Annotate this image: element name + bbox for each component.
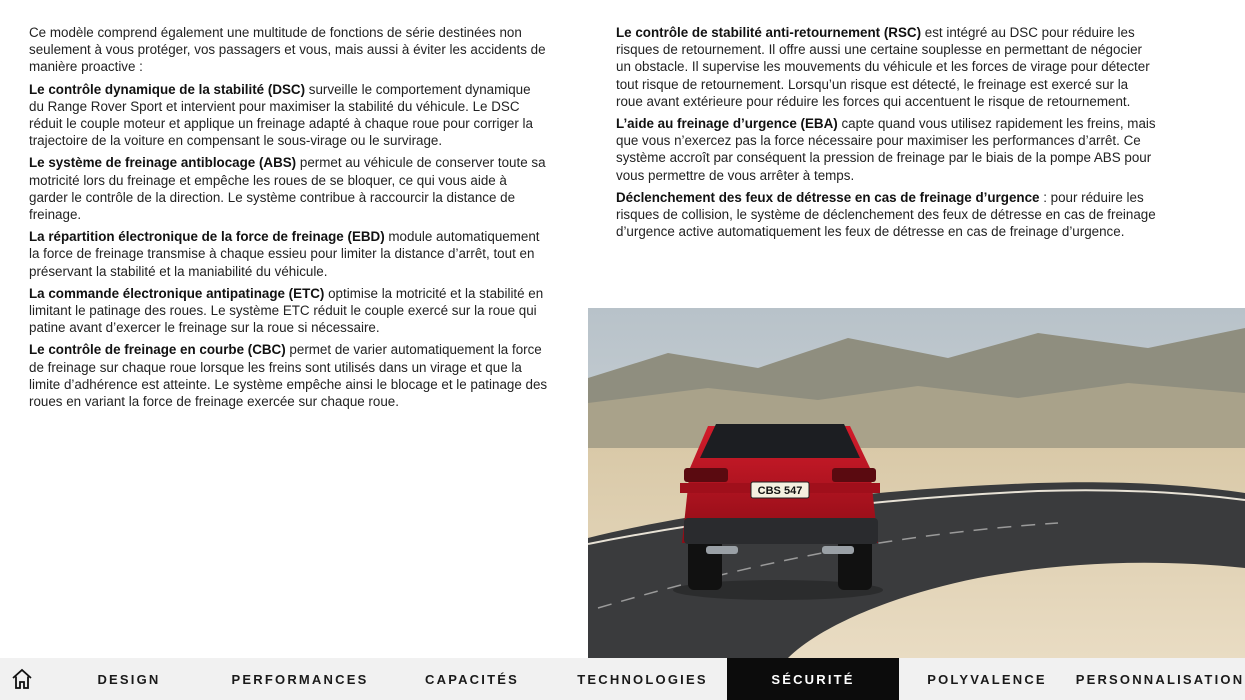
feature-title: La commande électronique antipatinage (ETC): [29, 285, 325, 301]
tab-technologies[interactable]: TECHNOLOGIES: [577, 671, 708, 687]
feature-title: Le contrôle de stabilité anti-retournement (RSC): [616, 25, 922, 40]
feature-text: : pour réduire les risques de collision, le système de déclenchement des feux de détresse en cas de freinage d’urgence active automatiquement les feux de détresse en cas de freinage d’urgence.: [616, 189, 1156, 240]
feature-title: L’aide au freinage d’urgence (EBA): [616, 116, 838, 132]
car-photo: [588, 308, 1245, 658]
intro-paragraph: Ce modèle comprend également une multitude de fonctions de série destinées non seulement à vous protéger, vos passagers et vous, mais aussi à éviter les accidents de manière proactive :: [29, 25, 546, 75]
feature-dsc: [29, 81, 549, 150]
tab-polyvalence[interactable]: POLYVALENCE: [927, 671, 1047, 687]
right-column: [616, 24, 1156, 245]
home-button[interactable]: [0, 658, 44, 700]
feature-ebd: [29, 228, 549, 280]
feature-title: La répartition électronique de la force de freinage (EBD): [29, 229, 385, 245]
feature-text: est intégré au DSC pour réduire les risques de retournement. Il offre aussi une certaine souplesse en permettant de négocier un obstacle. Il supervise les mouvements du véhicule et les forces de virage pour détecter tout risque de retournement. Lorsqu’un risque est détecté, le freinage est exercé sur la roue avant extérieure pour réduire les forces qui accentuent le risque de retournement.: [616, 25, 1150, 109]
feature-rsc: [616, 24, 1156, 110]
tab-performances[interactable]: PERFORMANCES: [231, 671, 369, 687]
feature-title: Le contrôle dynamique de la stabilité (DSC): [29, 81, 306, 97]
feature-title: Le contrôle de freinage en courbe (CBC): [29, 342, 286, 358]
feature-text: surveille le comportement dynamique du Range Rover Sport et intervient pour maximiser la stabilité du véhicule. Le DSC réduit le couple moteur et applique un freinage adapté à chaque roue pour corriger la trajectoire de la voiture en compensant le sous-virage ou le survirage.: [29, 81, 533, 149]
feature-etc: [29, 285, 549, 337]
feature-hazard-lights: [616, 189, 1156, 241]
feature-cbc: [29, 341, 549, 410]
feature-text: permet de varier automatiquement la force de freinage sur chaque roue lorsque les freins sont utilisés dans un virage et que la limite d’adhérence est atteinte. Le système empêche ainsi le blocage et le patinage des roues en variant la force de freinage exercée sur chaque roue.: [29, 342, 548, 410]
left-column: [29, 24, 549, 415]
feature-abs: [29, 154, 549, 223]
feature-text: capte quand vous utilisez rapidement les freins, mais que vous n’exercez pas la force nécessaire pour maximiser les performances d’arrêt. Ce système accroît par conséquent la pression de freinage par le biais de la pompe ABS pour vous permettre de vous arrêter à temps.: [616, 116, 1156, 183]
license-plate: CBS 547: [757, 485, 803, 497]
feature-title: Le système de freinage antiblocage (ABS): [29, 155, 297, 171]
tab-securite[interactable]: SÉCURITÉ: [727, 658, 899, 700]
tab-design[interactable]: DESIGN: [97, 671, 161, 687]
feature-text: module automatiquement la force de freinage transmise à chaque essieu pour limiter la distance d’arrêt, tout en préservant la stabilité et la maniabilité du véhicule.: [29, 229, 540, 279]
feature-text: optimise la motricité et la stabilité en limitant le patinage des roues. Le système ETC réduit le couple exercé sur la roue qui patine avant d’exercer le freinage sur la roue si nécessaire.: [29, 285, 544, 336]
feature-text: permet au véhicule de conserver toute sa motricité lors du freinage et empêche les roues de se bloquer, ce qui vous aide à garder le contrôle de la direction. Le système contribue à raccourcir la distance de freinage.: [29, 155, 546, 223]
home-icon: [11, 668, 33, 690]
tab-personnalisation[interactable]: PERSONNALISATION: [1075, 671, 1245, 687]
car-photo-illustration: [588, 308, 1245, 658]
feature-eba: [616, 115, 1156, 184]
feature-title: Déclenchement des feux de détresse en cas de freinage d’urgence: [616, 189, 1040, 205]
tab-capacites[interactable]: CAPACITÉS: [425, 671, 519, 687]
bottom-navigation: [0, 658, 1245, 700]
